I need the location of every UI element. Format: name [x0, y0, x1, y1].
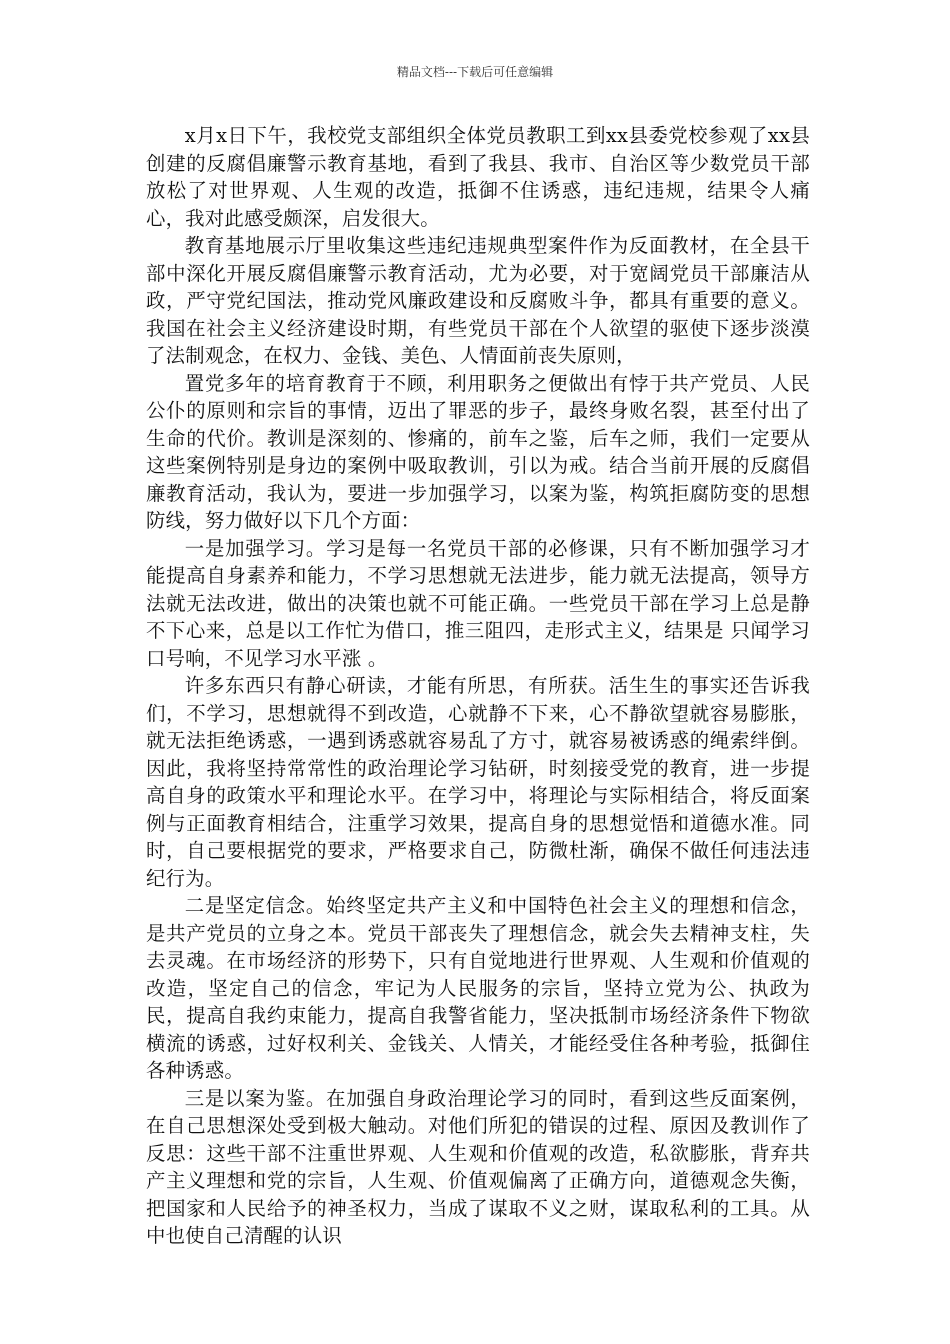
paragraph-6: 二是坚定信念。始终坚定共产主义和中国特色社会主义的理想和信念，是共产党员的立身之本。党员干部丧失了理想信念，就会失去精神支柱，失去灵魂。在市场经济的形势下，只有自觉地进行世界观、人生观和价值观的改造，坚定自己的信念，牢记为人民服务的宗旨，坚持立党为公、执政为民，提高自我约束能力，提高自我警省能力，坚决抵制市场经济条件下物欲横流的诱惑，过好权利关、金钱关、人情关，才能经受住各种考验，抵御住各种诱惑。 [146, 894, 810, 1082]
paragraph-4: 一是加强学习。学习是每一名党员干部的必修课，只有不断加强学习才能提高自身素养和能力，不学习思想就无法进步，能力就无法提高，领导方法就无法改进，做出的决策也就不可能正确。一些党员干部在学习上总是静不下心来，总是以工作忙为借口，推三阻四，走形式主义，结果是 只闻学习口号响，不见学习水平涨 。 [146, 536, 810, 670]
paragraph-3: 置党多年的培育教育于不顾，利用职务之便做出有悖于共产党员、人民公仆的原则和宗旨的事情，迈出了罪恶的步子，最终身败名裂，甚至付出了生命的代价。教训是深刻的、惨痛的，前车之鉴，后车之师，我们一定要从这些案例特别是身边的案例中吸取教训，引以为戒。结合当前开展的反腐倡廉教育活动，我认为，要进一步加强学习，以案为鉴，构筑拒腐防变的思想防线，努力做好以下几个方面： [146, 371, 810, 532]
paragraph-7: 三是以案为鉴。在加强自身政治理论学习的同时，看到这些反面案例，在自己思想深处受到极大触动。对他们所犯的错误的过程、原因及教训作了反思：这些干部不注重世界观、人生观和价值观的改造，私欲膨胀，背弃共产主义理想和党的宗旨，人生观、价值观偏离了正确方向，道德观念失衡，把国家和人民给予的神圣权力，当成了谋取不义之财，谋取私利的工具。从中也使自己清醒的认识 [146, 1086, 810, 1247]
document-body [146, 122, 810, 1250]
paragraph-5: 许多东西只有静心研读，才能有所思，有所获。活生生的事实还告诉我们，不学习，思想就得不到改造，心就静不下来，心不静欲望就容易膨胀，就无法拒绝诱惑，一遇到诱惑就容易乱了方寸，就容易被诱惑的绳索绊倒。因此，我将坚持常常性的政治理论学习钻研，时刻接受党的教育，进一步提高自身的政策水平和理论水平。在学习中，将理论与实际相结合，将反面案例与正面教育相结合，注重学习效果，提高自身的思想觉悟和道德水准。同时，自己要根据党的要求，严格要求自己，防微杜渐，确保不做任何违法违纪行为。 [146, 674, 810, 890]
page-header: 精品文档---下载后可任意编辑 [396, 65, 554, 79]
paragraph-2: 教育基地展示厅里收集这些违纪违规典型案件作为反面教材，在全县干部中深化开展反腐倡廉警示教育活动，尤为必要，对于宽阔党员干部廉洁从政，严守党纪国法，推动党风廉政建设和反腐败斗争，都具有重要的意义。我国在社会主义经济建设时期，有些党员干部在个人欲望的驱使下逐步淡漠了法制观念，在权力、金钱、美色、人情面前丧失原则， [146, 234, 810, 367]
paragraph-1: x月x日下午，我校党支部组织全体党员教职工到xx县委党校参观了xx县创建的反腐倡廉警示教育基地，看到了我县、我市、自治区等少数党员干部放松了对世界观、人生观的改造，抵御不住诱惑，违纪违规，结果令人痛心，我对此感受颇深，启发很大。 [146, 124, 810, 230]
